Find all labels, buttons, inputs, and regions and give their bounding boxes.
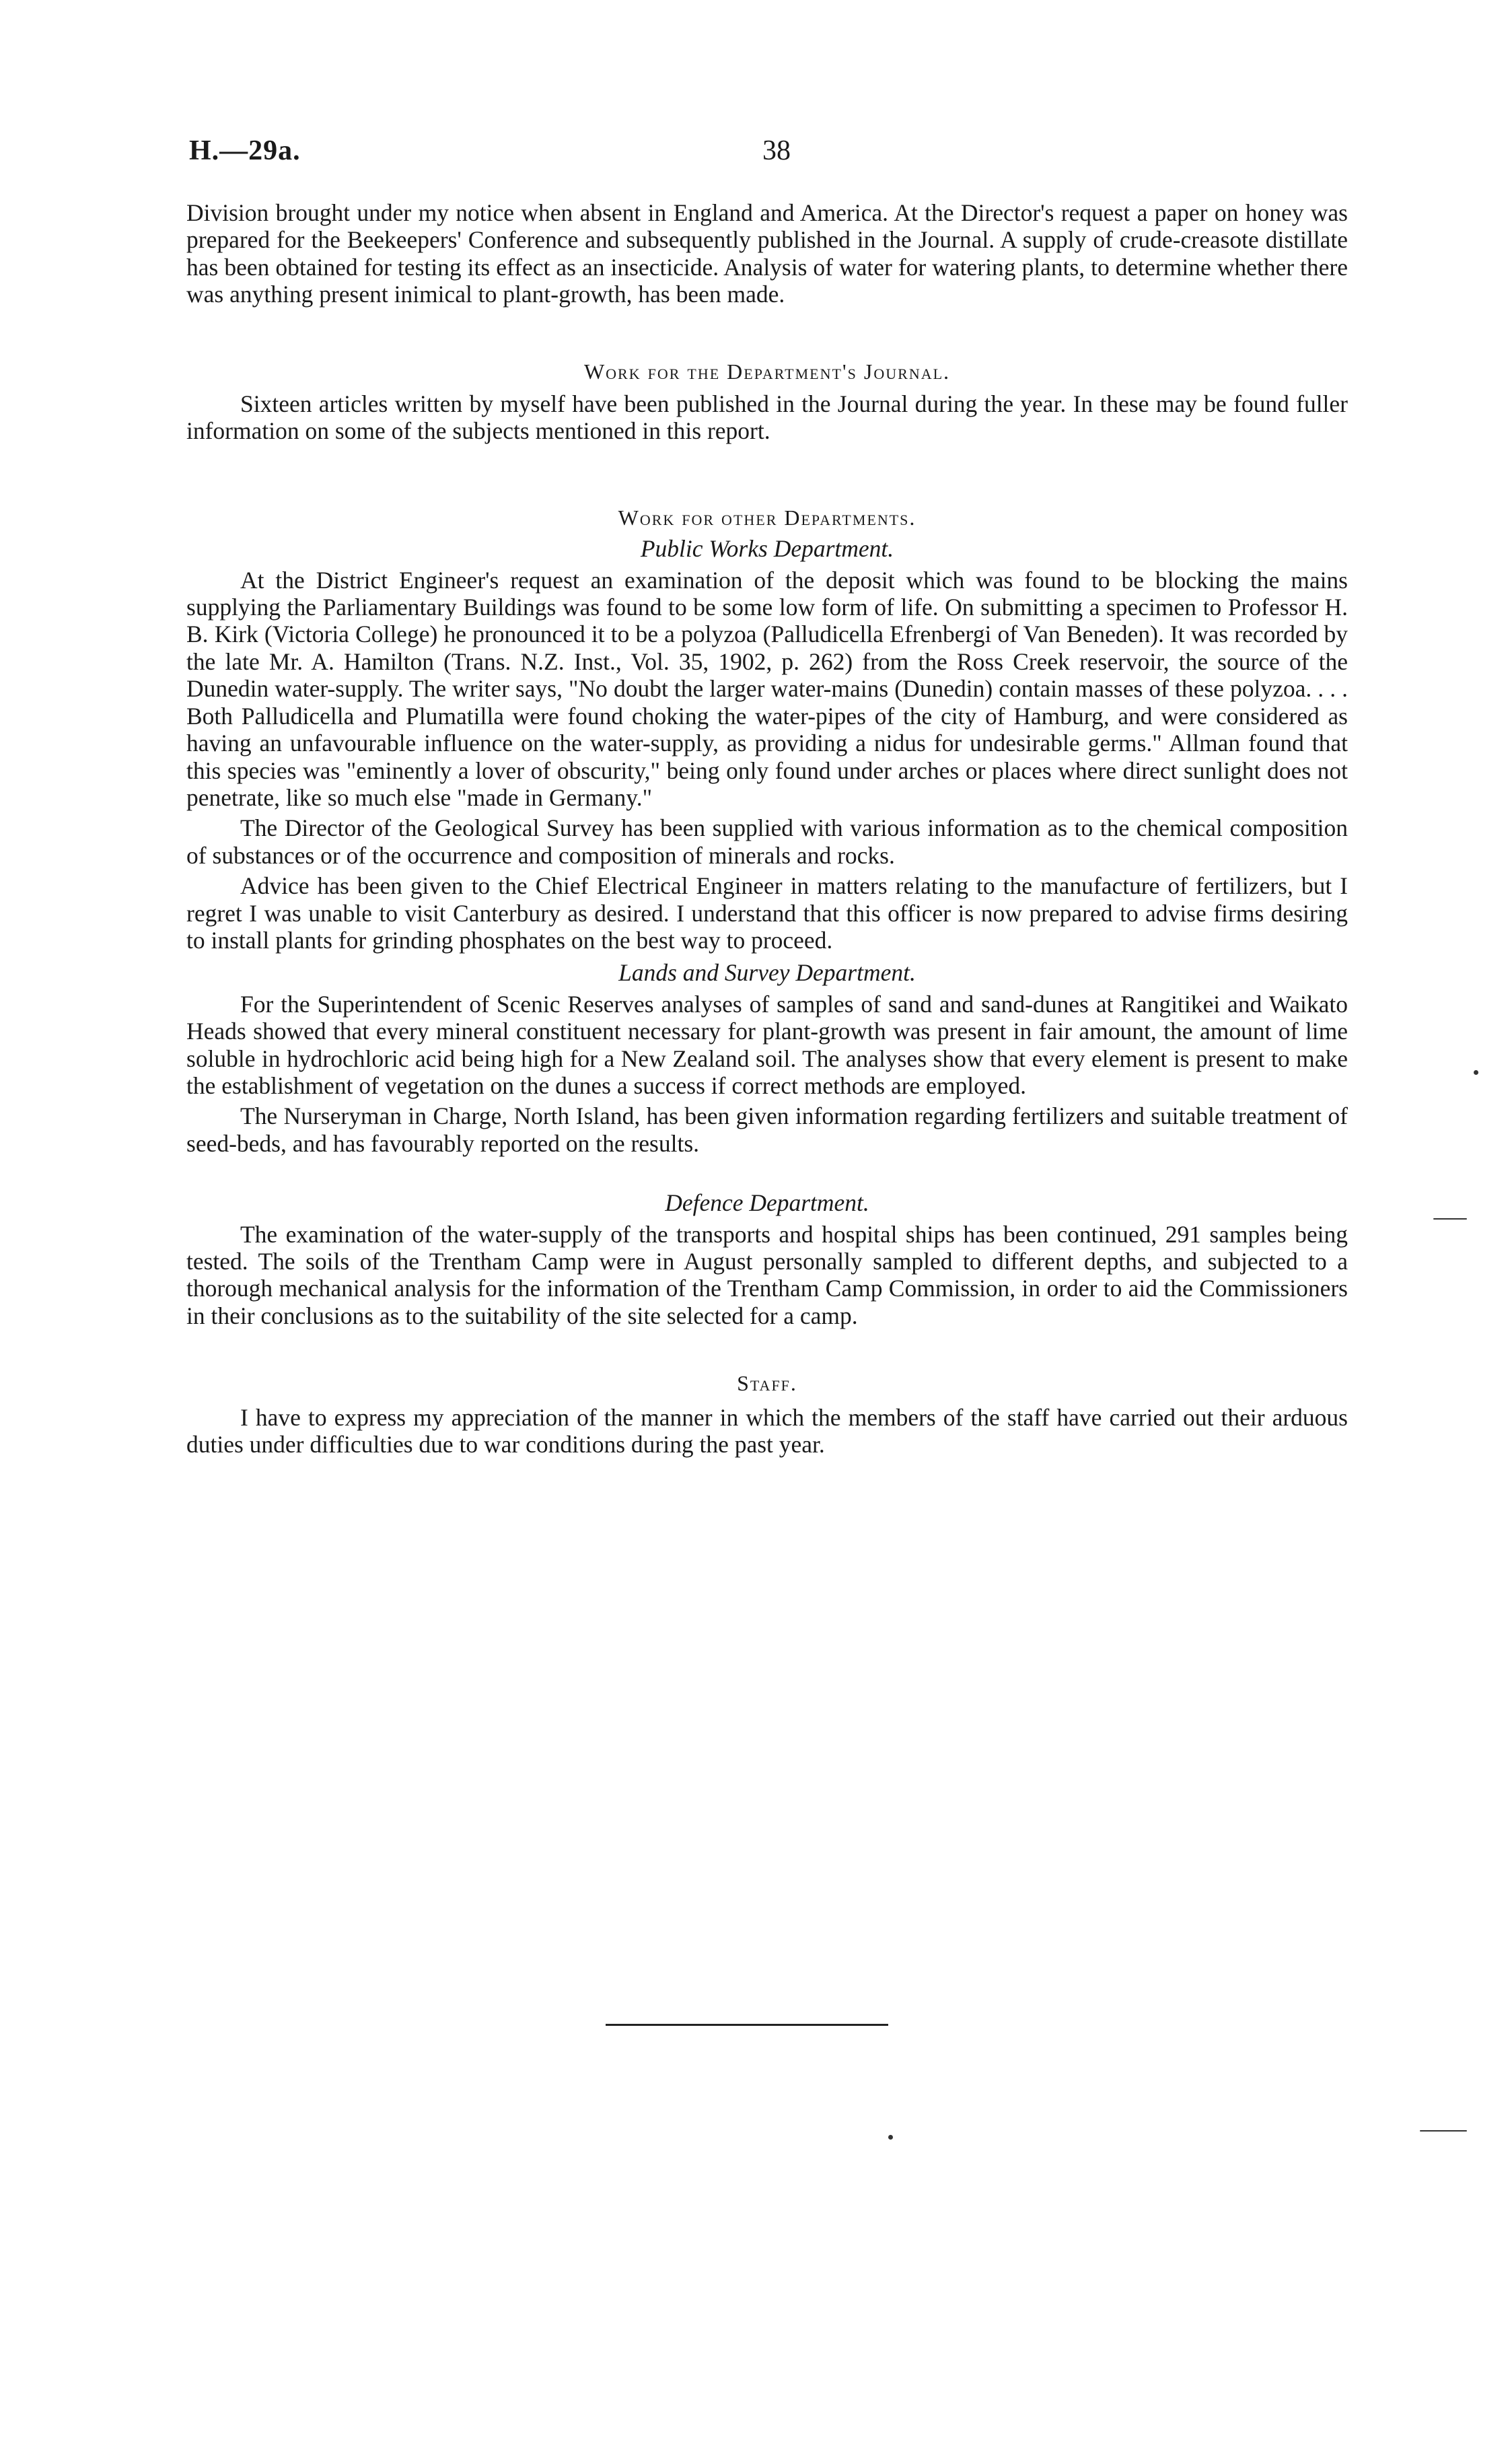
scan-speck [1420, 2130, 1467, 2132]
paragraph-public-works-2: The Director of the Geological Survey has been supplied with various information as to the chemical composition of substances or of the occurrence and composition of minerals and rocks. [186, 814, 1348, 869]
page-number: 38 [762, 135, 791, 166]
scan-speck [1474, 1070, 1478, 1075]
paragraph-defence-1: The examination of the water-supply of the transports and hospital ships has been continued, 291 samples being tested. The soils of the Trentham Camp were in August personally sampled to different depths, and subjected to a thorough mechanical analysis for the information of the Trentham Camp Commission, in order to aid the Commissioners in their conclusions as to the suitability of the site selected for a camp. [186, 1220, 1348, 1329]
paragraph-journal: Sixteen articles written by myself have been published in the Journal during the year. In these may be found fuller information on some of the subjects mentioned in this report. [186, 390, 1348, 445]
paragraph-lands-1: For the Superintendent of Scenic Reserves analyses of samples of sand and sand-dunes at Rangitikei and Waikato Heads showed that every mineral constituent necessary for plant-growth was present in fair amount, the amount of lime soluble in hydrochloric acid being high for a New Zealand soil. The analyses show that every element is present to make the establishment of vegetation on the dunes a success if correct methods are employed. [186, 990, 1348, 1099]
body-text [186, 199, 1348, 1458]
page-header [189, 135, 1349, 175]
scan-speck [888, 2135, 893, 2140]
scan-speck [1433, 1218, 1467, 1220]
heading-staff: Staff. [737, 1371, 797, 1396]
heading-other-departments: Work for other Departments. [618, 505, 916, 530]
paragraph-lands-2: The Nurseryman in Charge, North Island, has been given information regarding fertilizers and suitable treatment of seed-beds, and has favourably reported on the results. [186, 1102, 1348, 1157]
footer-rule [606, 2024, 888, 2026]
paragraph-division: Division brought under my notice when absent in England and America. At the Director's request a paper on honey was prepared for the Beekeepers' Conference and subsequently published in the Journal. A supply of crude-creasote distillate has been obtained for testing its effect as an insecticide. Analysis of water for watering plants, to determine whether there was anything present inimical to plant-growth, has been made. [186, 199, 1348, 308]
paragraph-public-works-3: Advice has been given to the Chief Electrical Engineer in matters relating to the manufacture of fertilizers, but I regret I was unable to visit Canterbury as desired. I understand that this officer is now prepared to advise firms desiring to install plants for grinding phosphates on the best way to proceed. [186, 872, 1348, 954]
heading-public-works: Public Works Department. [640, 535, 894, 563]
paragraph-staff: I have to express my appreciation of the manner in which the members of the staff have carried out their arduous duties under difficulties due to war conditions during the past year. [186, 1403, 1348, 1458]
paragraph-public-works-1: At the District Engineer's request an examination of the deposit which was found to be blocking the mains supplying the Parliamentary Buildings was found to be some low form of life. On submitting a specimen to Professor H. B. Kirk (Victoria College) he pronounced it to be a polyzoa (Palludicella Efrenbergi of Van Beneden). It was recorded by the late Mr. A. Hamilton (Trans. N.Z. Inst., Vol. 35, 1902, p. 262) from the Ross Creek reservoir, the source of the Dunedin water-supply. The writer says, "No doubt the larger water-mains (Dunedin) contain masses of these polyzoa. . . . Both Palludicella and Plumatilla were found choking the water-pipes of the city of Hamburg, and were considered as having an unfavourable influence on the water-supply, as providing a nidus for undesirable germs." Allman found that this species was "eminently a lover of obscurity," being only found under arches or places where direct sunlight does not penetrate, like so much else "made in Germany." [186, 566, 1348, 811]
document-id: H.—29a. [189, 135, 301, 166]
heading-defence: Defence Department. [665, 1189, 869, 1217]
heading-lands-survey: Lands and Survey Department. [618, 959, 916, 987]
heading-journal-work: Work for the Department's Journal. [583, 359, 951, 384]
